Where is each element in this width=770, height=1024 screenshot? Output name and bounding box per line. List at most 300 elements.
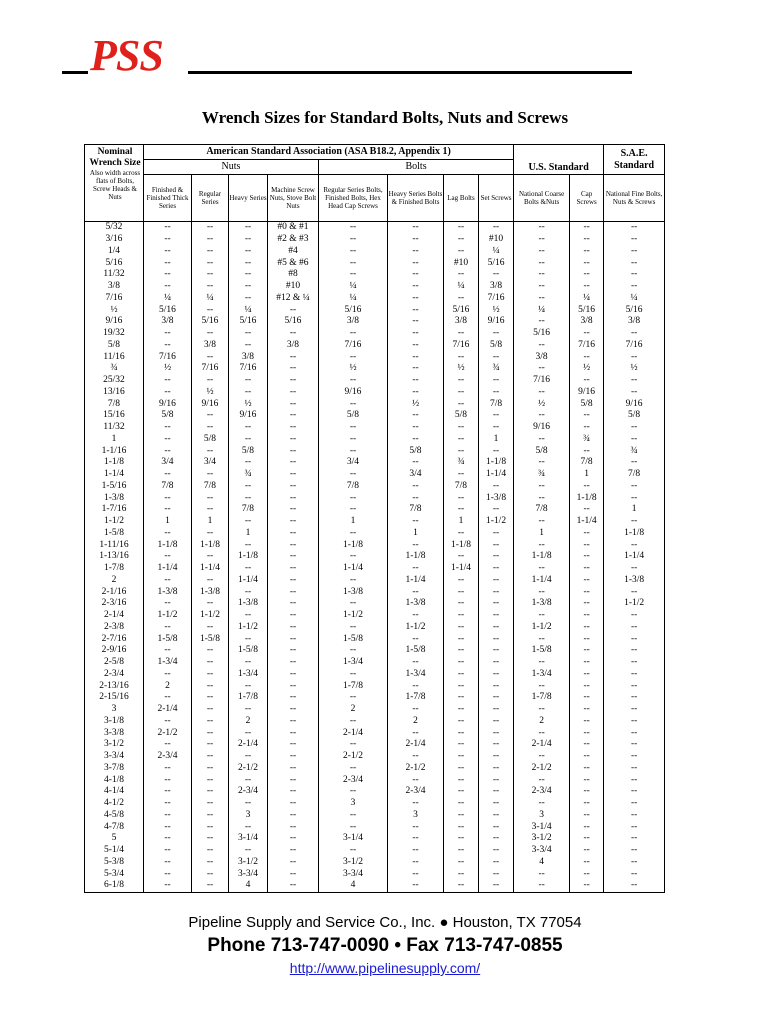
table-cell: --	[444, 704, 479, 716]
table-cell: --	[268, 304, 319, 316]
table-cell: 5/8	[229, 445, 268, 457]
table-cell: --	[514, 457, 570, 469]
table-cell: --	[388, 246, 444, 258]
table-cell: --	[444, 469, 479, 481]
table-cell: --	[479, 539, 514, 551]
table-cell: --	[604, 657, 665, 669]
table-cell: --	[479, 410, 514, 422]
table-cell: --	[268, 398, 319, 410]
table-cell: --	[604, 739, 665, 751]
table-cell: --	[479, 833, 514, 845]
table-cell: --	[444, 328, 479, 340]
table-cell: 5/8	[444, 410, 479, 422]
table-row	[85, 375, 665, 387]
table-cell: 3-3/4	[514, 845, 570, 857]
table-cell: --	[570, 868, 604, 880]
table-cell: 1-3/4	[514, 669, 570, 681]
nominal-size-cell: 2-13/16	[85, 680, 144, 692]
nominal-header-bold: Nominal Wrench Size	[89, 147, 141, 168]
table-cell: --	[604, 222, 665, 234]
table-cell: --	[268, 857, 319, 869]
table-cell: 2	[514, 716, 570, 728]
nominal-size-cell: 6-1/8	[85, 880, 144, 892]
table-cell: --	[514, 798, 570, 810]
table-cell: --	[192, 657, 229, 669]
table-cell: 2-3/4	[514, 786, 570, 798]
table-cell: --	[444, 622, 479, 634]
table-cell: 1-1/8	[388, 551, 444, 563]
nominal-size-cell: ¾	[85, 363, 144, 375]
nominal-size-cell: 2-3/16	[85, 598, 144, 610]
table-cell: --	[144, 445, 192, 457]
table-cell: 9/16	[319, 387, 388, 399]
table-cell: 2-1/4	[514, 739, 570, 751]
table-cell: --	[268, 704, 319, 716]
table-cell: 1-3/4	[319, 657, 388, 669]
table-cell: --	[388, 234, 444, 246]
table-cell: --	[514, 727, 570, 739]
table-cell: 1-1/8	[319, 539, 388, 551]
table-cell: --	[604, 328, 665, 340]
table-cell: --	[604, 857, 665, 869]
table-cell: --	[229, 340, 268, 352]
table-cell: --	[319, 786, 388, 798]
table-cell: 2-1/2	[144, 727, 192, 739]
table-cell: --	[144, 692, 192, 704]
col-header-lag-bolts: Lag Bolts	[444, 175, 479, 222]
table-row	[85, 457, 665, 469]
table-cell: --	[604, 692, 665, 704]
table-cell: --	[192, 351, 229, 363]
table-cell: --	[229, 774, 268, 786]
phone-fax: Phone 713-747-0090 • Fax 713-747-0855	[207, 935, 563, 956]
table-cell: --	[268, 810, 319, 822]
nominal-size-cell: 1-1/4	[85, 469, 144, 481]
table-cell: --	[514, 633, 570, 645]
table-cell: 2-1/2	[514, 763, 570, 775]
table-cell: 1-3/8	[192, 586, 229, 598]
table-cell: ½	[319, 363, 388, 375]
table-cell: --	[144, 269, 192, 281]
table-cell: --	[514, 363, 570, 375]
table-cell: 5/8	[514, 445, 570, 457]
table-cell: 1-3/8	[479, 492, 514, 504]
table-cell: 5/16	[229, 316, 268, 328]
table-cell: --	[192, 868, 229, 880]
table-cell: --	[268, 457, 319, 469]
table-cell: 3/8	[229, 351, 268, 363]
table-cell: 4	[514, 857, 570, 869]
table-cell: --	[479, 763, 514, 775]
table-cell: --	[192, 328, 229, 340]
table-cell: --	[604, 645, 665, 657]
nominal-size-cell: 2-1/16	[85, 586, 144, 598]
table-row	[85, 293, 665, 305]
table-cell: --	[570, 657, 604, 669]
table-cell: 3/4	[319, 457, 388, 469]
table-cell: --	[479, 528, 514, 540]
table-row	[85, 645, 665, 657]
table-cell: --	[570, 645, 604, 657]
table-cell: 1	[388, 528, 444, 540]
table-row	[85, 269, 665, 281]
table-cell: --	[229, 539, 268, 551]
table-cell: --	[479, 798, 514, 810]
table-cell: 7/8	[570, 457, 604, 469]
table-cell: --	[604, 586, 665, 598]
table-cell: --	[144, 857, 192, 869]
table-cell: 1-3/4	[388, 669, 444, 681]
pss-logo	[62, 31, 632, 80]
table-cell: --	[144, 281, 192, 293]
table-cell: 1-1/4	[144, 563, 192, 575]
table-cell: --	[479, 645, 514, 657]
table-cell: --	[604, 810, 665, 822]
table-cell: 1-5/8	[229, 645, 268, 657]
website-link[interactable]: http://www.pipelinesupply.com/	[289, 960, 481, 976]
table-cell: --	[604, 821, 665, 833]
table-cell: 5/16	[444, 304, 479, 316]
table-cell: 3/8	[192, 340, 229, 352]
table-cell: 7/8	[444, 481, 479, 493]
us-standard-header: U.S. Standard	[514, 145, 604, 175]
table-cell: --	[192, 821, 229, 833]
table-cell: --	[444, 786, 479, 798]
table-cell: ½	[570, 363, 604, 375]
table-cell: --	[514, 751, 570, 763]
table-cell: --	[268, 328, 319, 340]
table-cell: --	[319, 645, 388, 657]
table-cell: 5/8	[192, 434, 229, 446]
table-cell: --	[604, 845, 665, 857]
table-cell: ¾	[570, 434, 604, 446]
table-cell: --	[229, 516, 268, 528]
nominal-size-cell: 11/32	[85, 422, 144, 434]
table-cell: --	[319, 622, 388, 634]
table-cell: --	[192, 246, 229, 258]
table-cell: --	[444, 645, 479, 657]
table-cell: --	[319, 528, 388, 540]
table-cell: --	[319, 351, 388, 363]
table-cell: --	[570, 821, 604, 833]
table-cell: 1-1/2	[144, 610, 192, 622]
table-cell: --	[570, 680, 604, 692]
table-cell: --	[570, 422, 604, 434]
col-header-set-screws: Set Screws	[479, 175, 514, 222]
table-row	[85, 434, 665, 446]
table-cell: --	[319, 269, 388, 281]
nominal-size-cell: 2-7/16	[85, 633, 144, 645]
table-cell: --	[479, 857, 514, 869]
table-cell: --	[570, 798, 604, 810]
table-cell: 3/8	[444, 316, 479, 328]
table-cell: 3-3/4	[319, 868, 388, 880]
table-cell: ½	[514, 398, 570, 410]
table-cell: --	[229, 257, 268, 269]
table-row	[85, 481, 665, 493]
table-row	[85, 492, 665, 504]
table-cell: --	[444, 657, 479, 669]
table-cell: --	[444, 492, 479, 504]
table-cell: 9/16	[570, 387, 604, 399]
table-cell: --	[570, 481, 604, 493]
table-cell: 7/8	[479, 398, 514, 410]
table-cell: --	[192, 234, 229, 246]
table-cell: --	[444, 798, 479, 810]
table-cell: --	[388, 410, 444, 422]
table-cell: 7/8	[192, 481, 229, 493]
table-cell: 3/8	[570, 316, 604, 328]
table-cell: 7/16	[319, 340, 388, 352]
table-cell: --	[514, 774, 570, 786]
col-header-national-fine: National Fine Bolts, Nuts & Screws	[604, 175, 665, 222]
table-cell: 1-5/8	[192, 633, 229, 645]
table-cell: --	[144, 340, 192, 352]
table-cell: --	[229, 845, 268, 857]
table-cell: --	[268, 880, 319, 892]
nominal-size-cell: 3-3/8	[85, 727, 144, 739]
table-row	[85, 810, 665, 822]
table-cell: #0 & #1	[268, 222, 319, 234]
table-cell: 1-7/8	[229, 692, 268, 704]
table-cell: 1-1/4	[479, 469, 514, 481]
nuts-header: Nuts	[144, 160, 319, 175]
table-cell: --	[604, 774, 665, 786]
table-cell: --	[268, 434, 319, 446]
table-cell: --	[229, 234, 268, 246]
nominal-size-cell: 2-1/4	[85, 610, 144, 622]
table-cell: --	[444, 669, 479, 681]
table-cell: --	[479, 633, 514, 645]
table-cell: --	[604, 880, 665, 892]
table-cell: --	[192, 622, 229, 634]
table-cell: --	[268, 575, 319, 587]
table-cell: --	[514, 481, 570, 493]
table-cell: 5/16	[144, 304, 192, 316]
table-cell: --	[388, 222, 444, 234]
table-cell: --	[479, 669, 514, 681]
table-cell: --	[570, 222, 604, 234]
nominal-size-cell: 3	[85, 704, 144, 716]
table-cell: --	[229, 222, 268, 234]
table-cell: --	[319, 810, 388, 822]
table-cell: --	[268, 716, 319, 728]
table-cell: 9/16	[479, 316, 514, 328]
table-cell: 7/8	[319, 481, 388, 493]
table-cell: --	[144, 716, 192, 728]
table-cell: --	[570, 786, 604, 798]
table-cell: 2-1/2	[229, 763, 268, 775]
table-cell: 1-1/8	[604, 528, 665, 540]
table-cell: --	[479, 375, 514, 387]
table-cell: --	[444, 269, 479, 281]
table-cell: ¼	[144, 293, 192, 305]
nominal-size-cell: 2	[85, 575, 144, 587]
table-cell: --	[268, 551, 319, 563]
table-cell: --	[229, 727, 268, 739]
table-cell: --	[388, 481, 444, 493]
nominal-size-cell: 1-11/16	[85, 539, 144, 551]
table-cell: 1-1/8	[479, 457, 514, 469]
table-cell: 1	[570, 469, 604, 481]
table-cell: 5/16	[570, 304, 604, 316]
table-cell: #10	[268, 281, 319, 293]
table-cell: --	[192, 598, 229, 610]
table-cell: 1-1/8	[192, 539, 229, 551]
table-cell: --	[479, 575, 514, 587]
table-cell: 5/16	[192, 316, 229, 328]
table-cell: --	[319, 504, 388, 516]
table-cell: ½	[144, 363, 192, 375]
table-cell: ½	[604, 363, 665, 375]
table-cell: --	[144, 739, 192, 751]
table-cell: --	[229, 563, 268, 575]
table-cell: --	[144, 774, 192, 786]
table-cell: --	[388, 610, 444, 622]
table-cell: 1-1/4	[388, 575, 444, 587]
table-cell: --	[229, 246, 268, 258]
table-cell: --	[444, 551, 479, 563]
nominal-size-cell: 4-5/8	[85, 810, 144, 822]
table-cell: --	[192, 222, 229, 234]
table-cell: --	[444, 868, 479, 880]
table-cell: --	[444, 692, 479, 704]
table-cell: --	[268, 528, 319, 540]
table-body	[85, 222, 665, 893]
table-cell: 1	[192, 516, 229, 528]
table-cell: 9/16	[229, 410, 268, 422]
table-row	[85, 880, 665, 892]
table-cell: --	[479, 786, 514, 798]
table-cell: --	[570, 257, 604, 269]
table-cell: --	[192, 810, 229, 822]
nominal-size-cell: 1-7/16	[85, 504, 144, 516]
table-cell: --	[229, 798, 268, 810]
table-cell: 1-5/8	[144, 633, 192, 645]
table-cell: 1-1/2	[192, 610, 229, 622]
table-cell: --	[388, 293, 444, 305]
table-cell: --	[268, 563, 319, 575]
table-cell: --	[570, 704, 604, 716]
table-cell: --	[144, 833, 192, 845]
table-cell: --	[229, 434, 268, 446]
table-cell: --	[604, 610, 665, 622]
table-cell: --	[570, 598, 604, 610]
table-cell: --	[604, 457, 665, 469]
table-cell: 4	[319, 880, 388, 892]
table-row	[85, 857, 665, 869]
table-cell: --	[388, 516, 444, 528]
table-cell: --	[444, 880, 479, 892]
nominal-size-cell: 4-1/8	[85, 774, 144, 786]
nominal-size-cell: 4-1/4	[85, 786, 144, 798]
table-cell: --	[604, 563, 665, 575]
nominal-size-cell: 1-1/16	[85, 445, 144, 457]
nominal-size-cell: 5-3/4	[85, 868, 144, 880]
table-row	[85, 598, 665, 610]
table-cell: #8	[268, 269, 319, 281]
table-row	[85, 351, 665, 363]
table-row	[85, 222, 665, 234]
table-cell: --	[388, 563, 444, 575]
nominal-size-cell: 2-9/16	[85, 645, 144, 657]
table-cell: 7/8	[514, 504, 570, 516]
table-cell: --	[444, 610, 479, 622]
table-cell: #5 & #6	[268, 257, 319, 269]
table-cell: 1-1/4	[514, 575, 570, 587]
nominal-size-cell: 4-7/8	[85, 821, 144, 833]
table-cell: --	[192, 727, 229, 739]
table-cell: 1	[229, 528, 268, 540]
table-cell: ¼	[444, 281, 479, 293]
table-cell: 2-3/4	[319, 774, 388, 786]
table-cell: --	[319, 375, 388, 387]
nominal-size-cell: 11/32	[85, 269, 144, 281]
table-cell: --	[144, 469, 192, 481]
table-cell: --	[144, 422, 192, 434]
table-cell: --	[268, 622, 319, 634]
table-cell: #12 & ¼	[268, 293, 319, 305]
table-cell: --	[144, 528, 192, 540]
table-cell: --	[479, 868, 514, 880]
table-cell: --	[268, 868, 319, 880]
table-cell: --	[444, 434, 479, 446]
table-cell: 3-1/4	[319, 833, 388, 845]
table-cell: --	[570, 246, 604, 258]
table-cell: --	[570, 281, 604, 293]
table-cell: 1-1/2	[514, 622, 570, 634]
table-cell: --	[268, 598, 319, 610]
table-row	[85, 868, 665, 880]
table-cell: --	[319, 821, 388, 833]
table-cell: ¼	[319, 293, 388, 305]
table-cell: --	[444, 246, 479, 258]
table-cell: --	[319, 845, 388, 857]
table-cell: --	[479, 751, 514, 763]
table-cell: --	[268, 845, 319, 857]
table-cell: 2-1/4	[388, 739, 444, 751]
table-cell: --	[388, 798, 444, 810]
table-cell: --	[192, 375, 229, 387]
table-cell: --	[388, 657, 444, 669]
table-cell: --	[268, 727, 319, 739]
table-cell: --	[268, 786, 319, 798]
table-cell: --	[388, 422, 444, 434]
table-cell: #10	[444, 257, 479, 269]
table-cell: --	[388, 704, 444, 716]
table-cell: --	[144, 763, 192, 775]
table-cell: 5/8	[570, 398, 604, 410]
table-cell: --	[229, 457, 268, 469]
table-cell: 1-1/2	[388, 622, 444, 634]
table-cell: 9/16	[192, 398, 229, 410]
table-cell: ¾	[479, 363, 514, 375]
table-cell: 2-1/4	[144, 704, 192, 716]
table-cell: --	[570, 763, 604, 775]
table-cell: --	[388, 328, 444, 340]
table-cell: 5/8	[319, 410, 388, 422]
table-row	[85, 575, 665, 587]
table-cell: --	[570, 504, 604, 516]
col-header-regular-nuts: Regular Series	[192, 175, 229, 222]
table-row	[85, 657, 665, 669]
table-cell: 7/16	[570, 340, 604, 352]
table-cell: --	[192, 410, 229, 422]
table-cell: --	[144, 669, 192, 681]
nominal-size-cell: 3-7/8	[85, 763, 144, 775]
table-cell: --	[388, 387, 444, 399]
table-cell: --	[479, 504, 514, 516]
